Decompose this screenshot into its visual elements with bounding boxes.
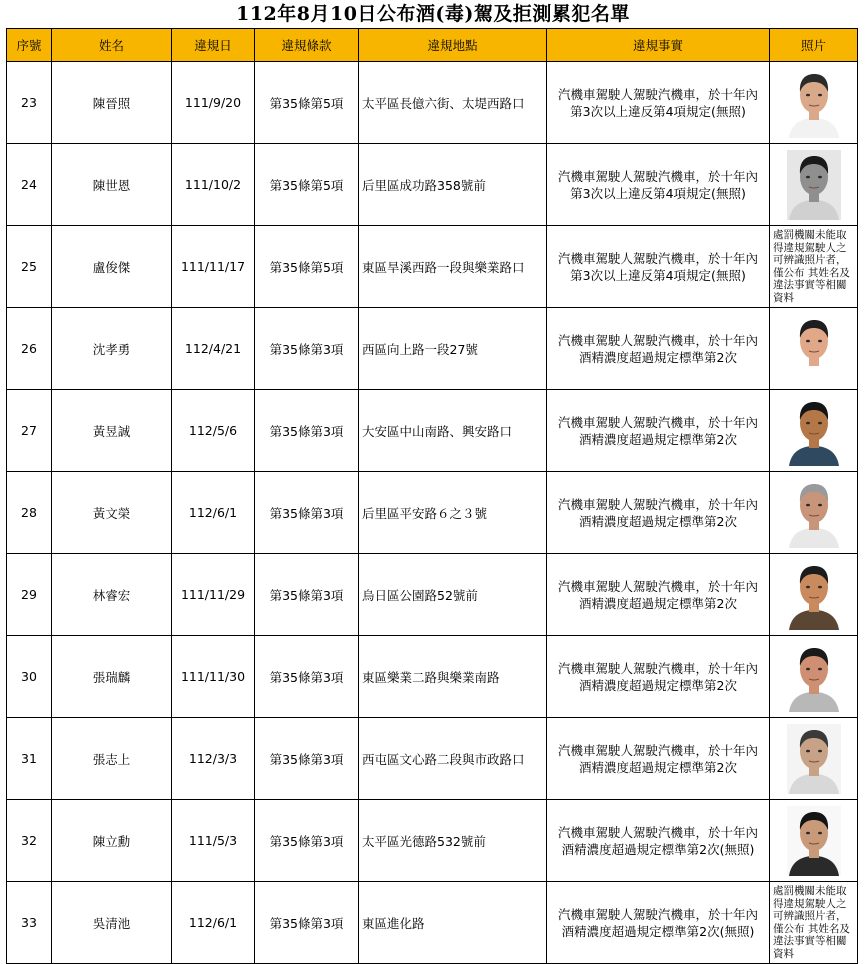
violation-fact: [547, 472, 770, 554]
table-row: [7, 308, 858, 390]
photo-cell: [770, 718, 858, 800]
violation-fact-line: 汽機車駕駛人駕駛汽機車，於十年內: [557, 906, 758, 922]
violation-fact-line: 酒精濃度超過規定標準第2次: [579, 431, 737, 447]
offender-name: 黃昱誠: [52, 390, 172, 472]
row-number: 26: [7, 308, 52, 390]
row-number: 32: [7, 800, 52, 882]
offender-name: 張瑞麟: [52, 636, 172, 718]
table-row: [7, 226, 858, 308]
row-number: 33: [7, 882, 52, 964]
photo-cell: [770, 636, 858, 718]
violation-fact: [547, 718, 770, 800]
violation-fact-line: 汽機車駕駛人駕駛汽機車，於十年內: [557, 332, 758, 348]
violation-fact: [547, 882, 770, 964]
no-photo-notice: 處罰機關未能取得違規駕駛人之可辨識照片者，僅公布 其姓名及違法事實等相關資料: [773, 229, 850, 304]
offender-name: 張志上: [52, 718, 172, 800]
violation-article: 第35條第5項: [255, 62, 359, 144]
violation-fact-line: 汽機車駕駛人駕駛汽機車，於十年內: [557, 250, 758, 266]
violation-location: 后里區平安路６之３號: [359, 472, 547, 554]
violation-date: 112/3/3: [172, 718, 255, 800]
photo-cell: [770, 472, 858, 554]
violation-date: 111/11/17: [172, 226, 255, 308]
photo-cell: [770, 390, 858, 472]
violation-article: 第35條第3項: [255, 472, 359, 554]
offender-portrait: [787, 806, 841, 876]
row-number: 30: [7, 636, 52, 718]
violation-fact: [547, 390, 770, 472]
violation-fact-line: 酒精濃度超過規定標準第2次(無照): [561, 841, 755, 857]
violation-fact-line: 汽機車駕駛人駕駛汽機車，於十年內: [557, 414, 758, 430]
photo-cell: [770, 226, 858, 308]
violation-article: 第35條第3項: [255, 718, 359, 800]
header-cell-photo: 照片: [770, 29, 858, 62]
header-cell-no: 序號: [7, 29, 52, 62]
violation-location: 東區樂業二路與樂業南路: [359, 636, 547, 718]
violation-location: 后里區成功路358號前: [359, 144, 547, 226]
violation-fact-line: 汽機車駕駛人駕駛汽機車，於十年內: [557, 168, 758, 184]
violation-fact-line: 第3次以上違反第4項規定(無照): [570, 103, 746, 119]
violation-fact: [547, 800, 770, 882]
no-photo-notice: 處罰機關未能取得違規駕駛人之可辨識照片者，僅公布 其姓名及違法事實等相關資料: [773, 885, 850, 960]
violation-date: 111/11/29: [172, 554, 255, 636]
table-row: [7, 636, 858, 718]
violation-location: 東區旱溪西路一段與樂業路口: [359, 226, 547, 308]
offender-table: [6, 28, 858, 964]
violation-article: 第35條第3項: [255, 390, 359, 472]
table-row: [7, 718, 858, 800]
offender-name: 林睿宏: [52, 554, 172, 636]
row-number: 29: [7, 554, 52, 636]
photo-cell: [770, 308, 858, 390]
violation-date: 112/4/21: [172, 308, 255, 390]
row-number: 25: [7, 226, 52, 308]
violation-fact-line: 酒精濃度超過規定標準第2次: [579, 349, 737, 365]
page-title: 112年8月10日公布酒(毒)駕及拒測累犯名單: [236, 3, 630, 25]
photo-cell: [770, 144, 858, 226]
violation-fact-line: 酒精濃度超過規定標準第2次: [579, 759, 737, 775]
violation-fact-line: 酒精濃度超過規定標準第2次: [579, 595, 737, 611]
photo-cell: [770, 800, 858, 882]
violation-date: 111/11/30: [172, 636, 255, 718]
header-cell-article: 違規條款: [255, 29, 359, 62]
violation-date: 112/6/1: [172, 472, 255, 554]
table-row: [7, 62, 858, 144]
violation-location: 烏日區公園路52號前: [359, 554, 547, 636]
violation-location: 西區向上路一段27號: [359, 308, 547, 390]
photo-cell: [770, 554, 858, 636]
violation-date: 111/10/2: [172, 144, 255, 226]
offender-name: 陳立勳: [52, 800, 172, 882]
offender-name: 陳晉照: [52, 62, 172, 144]
offender-portrait: [787, 314, 841, 384]
header-cell-fact: 違規事實: [547, 29, 770, 62]
offender-portrait: [787, 478, 841, 548]
violation-article: 第35條第3項: [255, 636, 359, 718]
violation-fact-line: 汽機車駕駛人駕駛汽機車，於十年內: [557, 824, 758, 840]
violation-fact-line: 酒精濃度超過規定標準第2次(無照): [561, 923, 755, 939]
offender-portrait: [787, 642, 841, 712]
offender-name: 沈孝勇: [52, 308, 172, 390]
offender-name: 陳世恩: [52, 144, 172, 226]
row-number: 31: [7, 718, 52, 800]
header-cell-name: 姓名: [52, 29, 172, 62]
violation-fact: [547, 636, 770, 718]
row-number: 27: [7, 390, 52, 472]
violation-fact: [547, 554, 770, 636]
row-number: 24: [7, 144, 52, 226]
table-row: [7, 882, 858, 964]
violation-location: 東區進化路: [359, 882, 547, 964]
violation-date: 111/9/20: [172, 62, 255, 144]
row-number: 28: [7, 472, 52, 554]
header-cell-date: 違規日: [172, 29, 255, 62]
offender-portrait: [787, 68, 841, 138]
violation-fact-line: 第3次以上違反第4項規定(無照): [570, 185, 746, 201]
violation-article: 第35條第3項: [255, 554, 359, 636]
violation-date: 112/6/1: [172, 882, 255, 964]
table-row: [7, 144, 858, 226]
offender-name: 吳清池: [52, 882, 172, 964]
violation-fact-line: 酒精濃度超過規定標準第2次: [579, 513, 737, 529]
violation-article: 第35條第3項: [255, 308, 359, 390]
table-row: [7, 800, 858, 882]
violation-fact-line: 汽機車駕駛人駕駛汽機車，於十年內: [557, 86, 758, 102]
offender-name: 盧俊傑: [52, 226, 172, 308]
violation-article: 第35條第3項: [255, 882, 359, 964]
offender-portrait: [787, 560, 841, 630]
violation-location: 太平區長億六街、太堤西路口: [359, 62, 547, 144]
offender-portrait: [787, 724, 841, 794]
offender-portrait: [787, 396, 841, 466]
table-row: [7, 472, 858, 554]
violation-date: 111/5/3: [172, 800, 255, 882]
violation-article: 第35條第5項: [255, 144, 359, 226]
violation-fact-line: 汽機車駕駛人駕駛汽機車，於十年內: [557, 742, 758, 758]
offender-portrait: [787, 150, 841, 220]
violation-article: 第35條第3項: [255, 800, 359, 882]
violation-fact: [547, 308, 770, 390]
table-row: [7, 390, 858, 472]
header-cell-location: 違規地點: [359, 29, 547, 62]
violation-fact: [547, 226, 770, 308]
violation-fact-line: 第3次以上違反第4項規定(無照): [570, 267, 746, 283]
violation-date: 112/5/6: [172, 390, 255, 472]
table-row: [7, 554, 858, 636]
violation-fact-line: 汽機車駕駛人駕駛汽機車，於十年內: [557, 660, 758, 676]
violation-location: 大安區中山南路、興安路口: [359, 390, 547, 472]
photo-cell: [770, 62, 858, 144]
violation-fact-line: 汽機車駕駛人駕駛汽機車，於十年內: [557, 496, 758, 512]
violation-fact: [547, 144, 770, 226]
violation-fact-line: 酒精濃度超過規定標準第2次: [579, 677, 737, 693]
violation-location: 西屯區文心路二段與市政路口: [359, 718, 547, 800]
offender-name: 黃文榮: [52, 472, 172, 554]
photo-cell: [770, 882, 858, 964]
header-row: [7, 29, 858, 62]
row-number: 23: [7, 62, 52, 144]
violation-fact: [547, 62, 770, 144]
violation-article: 第35條第5項: [255, 226, 359, 308]
violation-fact-line: 汽機車駕駛人駕駛汽機車，於十年內: [557, 578, 758, 594]
violation-location: 太平區光德路532號前: [359, 800, 547, 882]
